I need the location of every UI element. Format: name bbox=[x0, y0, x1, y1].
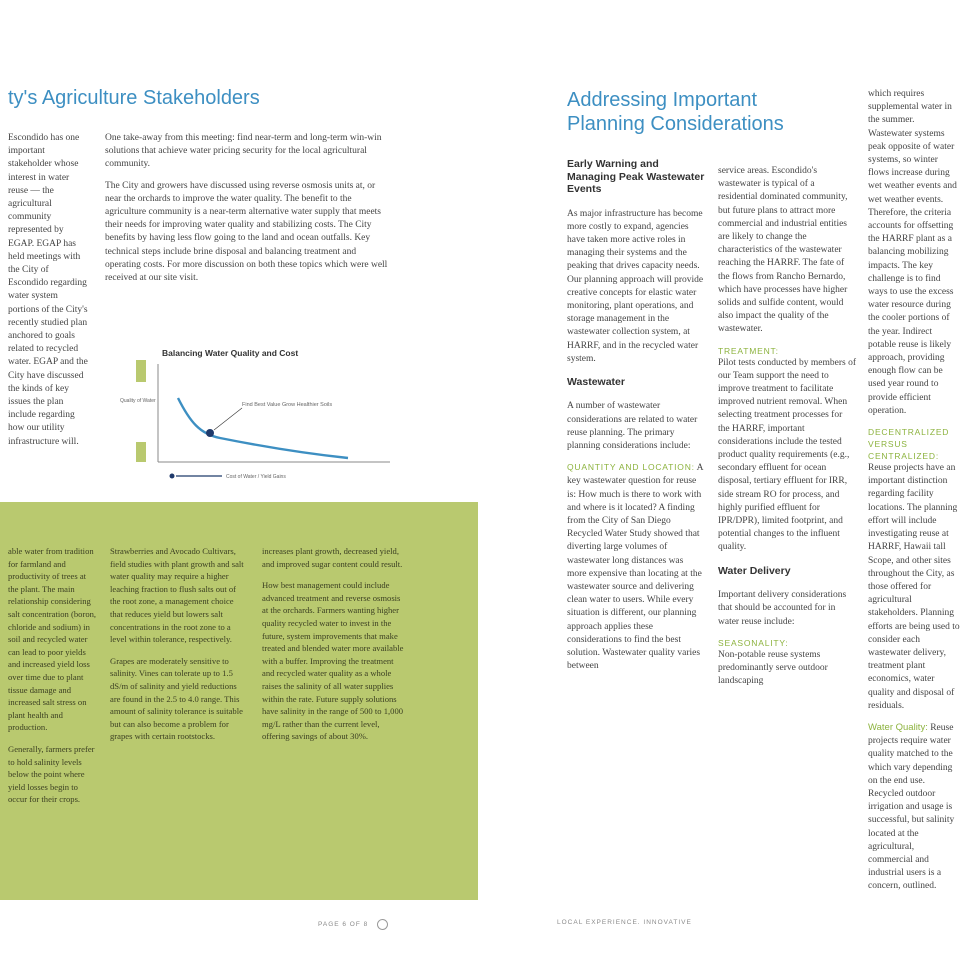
y-axis-up-arrow bbox=[136, 360, 146, 382]
right-col2-para3: Important delivery considerations that should be accounted for in water reuse include: bbox=[718, 590, 847, 627]
left-col2-para1: One take-away from this meeting: find near-term and long-term win-win solutions that achieve water pricing security for the local agricultural community. bbox=[105, 133, 382, 170]
footer-circle-icon bbox=[377, 919, 388, 930]
right-col3-para3 bbox=[868, 721, 960, 894]
left-col2 bbox=[105, 132, 390, 293]
box-col2 bbox=[110, 545, 245, 752]
left-col2-para2: The City and growers have discussed using reverse osmosis units at, or near the orchards to improve the water quality. The benefit to the agriculture community is a near-term alternative water supply that meets their needs for improving water quality and stabilizing costs. The City benefits by having less flow going to the land and ocean outfalls. Key technical steps include brine disposal and balancing treatment and operating costs. For more discussion on both these topics which were well received at our site visit. bbox=[105, 180, 388, 284]
right-col2-para1: service areas. Escondido's wastewater is typical of a residential dominated community, but future plans to attract more commercial and industrial entities are likely to change the characteristics of the wastewater reaching the HARRF. The fate of the flows from Rancho Bernardo, which have processes have higher solids and sulfide content, would also impact the quality of the wastewater. bbox=[718, 166, 848, 335]
right-col2 bbox=[718, 165, 856, 696]
decentralized-heading: DECENTRALIZED VERSUS CENTRALIZED: bbox=[868, 427, 950, 462]
right-title-line2: Planning Considerations bbox=[567, 113, 784, 135]
x-caption: Cost of Water / Yield Gains bbox=[226, 474, 286, 480]
box-col3-para1: increases plant growth, decreased yield, and improved sugar content could result. bbox=[262, 546, 403, 569]
box-col1-para1: able water from tradition for farmland and productivity of trees at the plant. The main relationship considering salt concentration (boron, chloride and sodium) in soil and recycled water can lead to poor yields and increased yield loss over time due to plant tissue damage and increased salt stress on plant health and production. bbox=[8, 546, 97, 733]
left-col1-paragraph: Escondido has one important stakeholder whose interest in water reuse — the agricultural community represented by EGAP. EGAP has held meetings with the City of Escondido regarding water system portions of the City's recently studied plan anchored to goals related to recycled water. EGAP and the City have discussed the kinds of key issues the plan include regarding how our utility infrastructure will. bbox=[8, 133, 88, 447]
left-page-title: ty's Agriculture Stakeholders bbox=[8, 87, 260, 109]
right-col3 bbox=[868, 88, 960, 892]
right-col2-para4: Non-potable reuse systems predominantly serve outdoor landscaping bbox=[718, 649, 828, 687]
right-col1 bbox=[567, 158, 705, 682]
left-footer bbox=[318, 919, 388, 930]
box-col3 bbox=[262, 545, 404, 752]
right-col1-para3-text: A key wastewater question for reuse is: How much is there to work with and where is it located? A finding from the City of San Diego Recycled Water Study showed that diverting large volumes of wastewater long distances was more expensive than locating at the wastewater source and delivering clean water to users. While every situation is different, our planning approach applies these considerations to find the best solution. Wastewater quality varies between bbox=[567, 463, 704, 672]
box-col3-para2: How best management could include advanced treatment and reverse osmosis at the orchards. Farmers wanting higher quality recycled water to invest in the future, system improvements that make treated and blended water more available with a buffer. Improving the treatment and recycled water quality as a whole raises the salinity of all water supplies within the rate. Future supply solutions have salinity in the range of 500 to 1,000 mg/L rather than the current level, offering savings of about 30%. bbox=[262, 580, 404, 742]
box-col2-para1: Strawberries and Avocado Cultivars, field studies with plant growth and salt water quality may require a higher leaching fraction to flush salts out of the root zone, a management choice that reduces yield but lowers salt concentrations in the root zone to a level within tolerance, respectively. bbox=[110, 546, 244, 645]
subhead-early-warning: Early Warning and Managing Peak Wastewater Events bbox=[567, 158, 705, 195]
box-col1 bbox=[8, 545, 98, 815]
optimal-point-label: Find Best Value Grow Healthier Soils bbox=[242, 402, 333, 408]
water-quality-heading: Water Quality: bbox=[868, 721, 928, 733]
right-col2-para2: Pilot tests conducted by members of our Team support the need to improve treatment to facilitate improved nutrient removal. When selecting treatment processes for the HARRF, important considerations include the tested product quality requirements (e.g., secondary effluent for ocean disposal, tertiary effluent for IRR, side stream RO for process, and highly purified effluent for IPR/DPR), limited footprint, and potential changes to the influent quality. bbox=[718, 357, 856, 553]
optimal-point bbox=[206, 429, 214, 437]
subhead-wastewater: Wastewater bbox=[567, 375, 625, 388]
left-col1 bbox=[8, 132, 90, 457]
box-col1-para2: Generally, farmers prefer to hold salinity levels below the point where yield losses begin to occur for their crops. bbox=[8, 743, 95, 805]
right-title-line1: Addressing Important bbox=[567, 89, 758, 111]
seasonality-heading: SEASONALITY: bbox=[718, 637, 789, 648]
right-col3-para3-text: Reuse projects require water quality matched to the which vary depending on the end use. Recycled outdoor irrigation and usage is successful, but salinity located at the agricultural, commercial and industrial users is a concern, outlined. bbox=[868, 722, 955, 892]
y-axis-down-arrow bbox=[136, 442, 146, 462]
right-col3-para2: Reuse projects have an important distinction regarding facility locations. The planning effort will include investigating reuse at HARRF, Hawaii tall Scope, and other sites throughout the City, as those offered for agricultural stakeholders. Planning efforts are being used to consider each wastewater delivery, treatment plant economics, water quality and disposal of residuals. bbox=[868, 463, 960, 711]
callout-line bbox=[214, 408, 242, 430]
subhead-water-delivery: Water Delivery bbox=[718, 564, 791, 577]
balancing-chart bbox=[120, 342, 398, 490]
chart-title: Balancing Water Quality and Cost bbox=[162, 348, 299, 358]
right-footer: LOCAL EXPERIENCE. INNOVATIVE bbox=[557, 919, 692, 926]
y-axis-label: Quality of Water bbox=[120, 398, 156, 404]
right-col1-para1: As major infrastructure has become more costly to expand, agencies have taken more active roles in managing their systems and the peaking that drives capacity needs. Our planning approach will provide creative concepts for elastic water monitoring, plant operations, and storage management in the wastewater collection system, at HARRF, and in the recycled water system. bbox=[567, 208, 704, 364]
right-col1-para3 bbox=[567, 461, 705, 673]
right-col3-para1: which requires supplemental water in the summer. Wastewater systems peak opposite of water systems, so winter flows increase during wet weather events and wet weather events. Therefore, the criteria accounts for offsetting the HARRF plant as a balancing mobilizing impacts. The key challenge is to find ways to use the excess water resource during the cooler portions of the year. Indirect potable reuse is likely approach, providing enough flow can be used year round to provide efficient operation. bbox=[868, 89, 957, 416]
right-col1-para2: A number of wastewater considerations are related to water reuse planning. The primary planning considerations include: bbox=[567, 401, 698, 452]
treatment-heading: TREATMENT: bbox=[718, 345, 779, 356]
box-col2-para2: Grapes are moderately sensitive to salinity. Vines can tolerate up to 1.5 dS/m of salinity and yield reductions are found in the 2.5 to 4.0 range. This amount of salinity tolerance is suitable but can also become a problem for grapes with certain rootstocks. bbox=[110, 655, 243, 742]
left-footer-text: PAGE 6 OF 8 bbox=[318, 921, 369, 929]
right-page-title bbox=[567, 88, 857, 136]
quantity-location-heading: QUANTITY AND LOCATION: bbox=[567, 462, 695, 473]
x-caption-marker bbox=[170, 474, 175, 479]
